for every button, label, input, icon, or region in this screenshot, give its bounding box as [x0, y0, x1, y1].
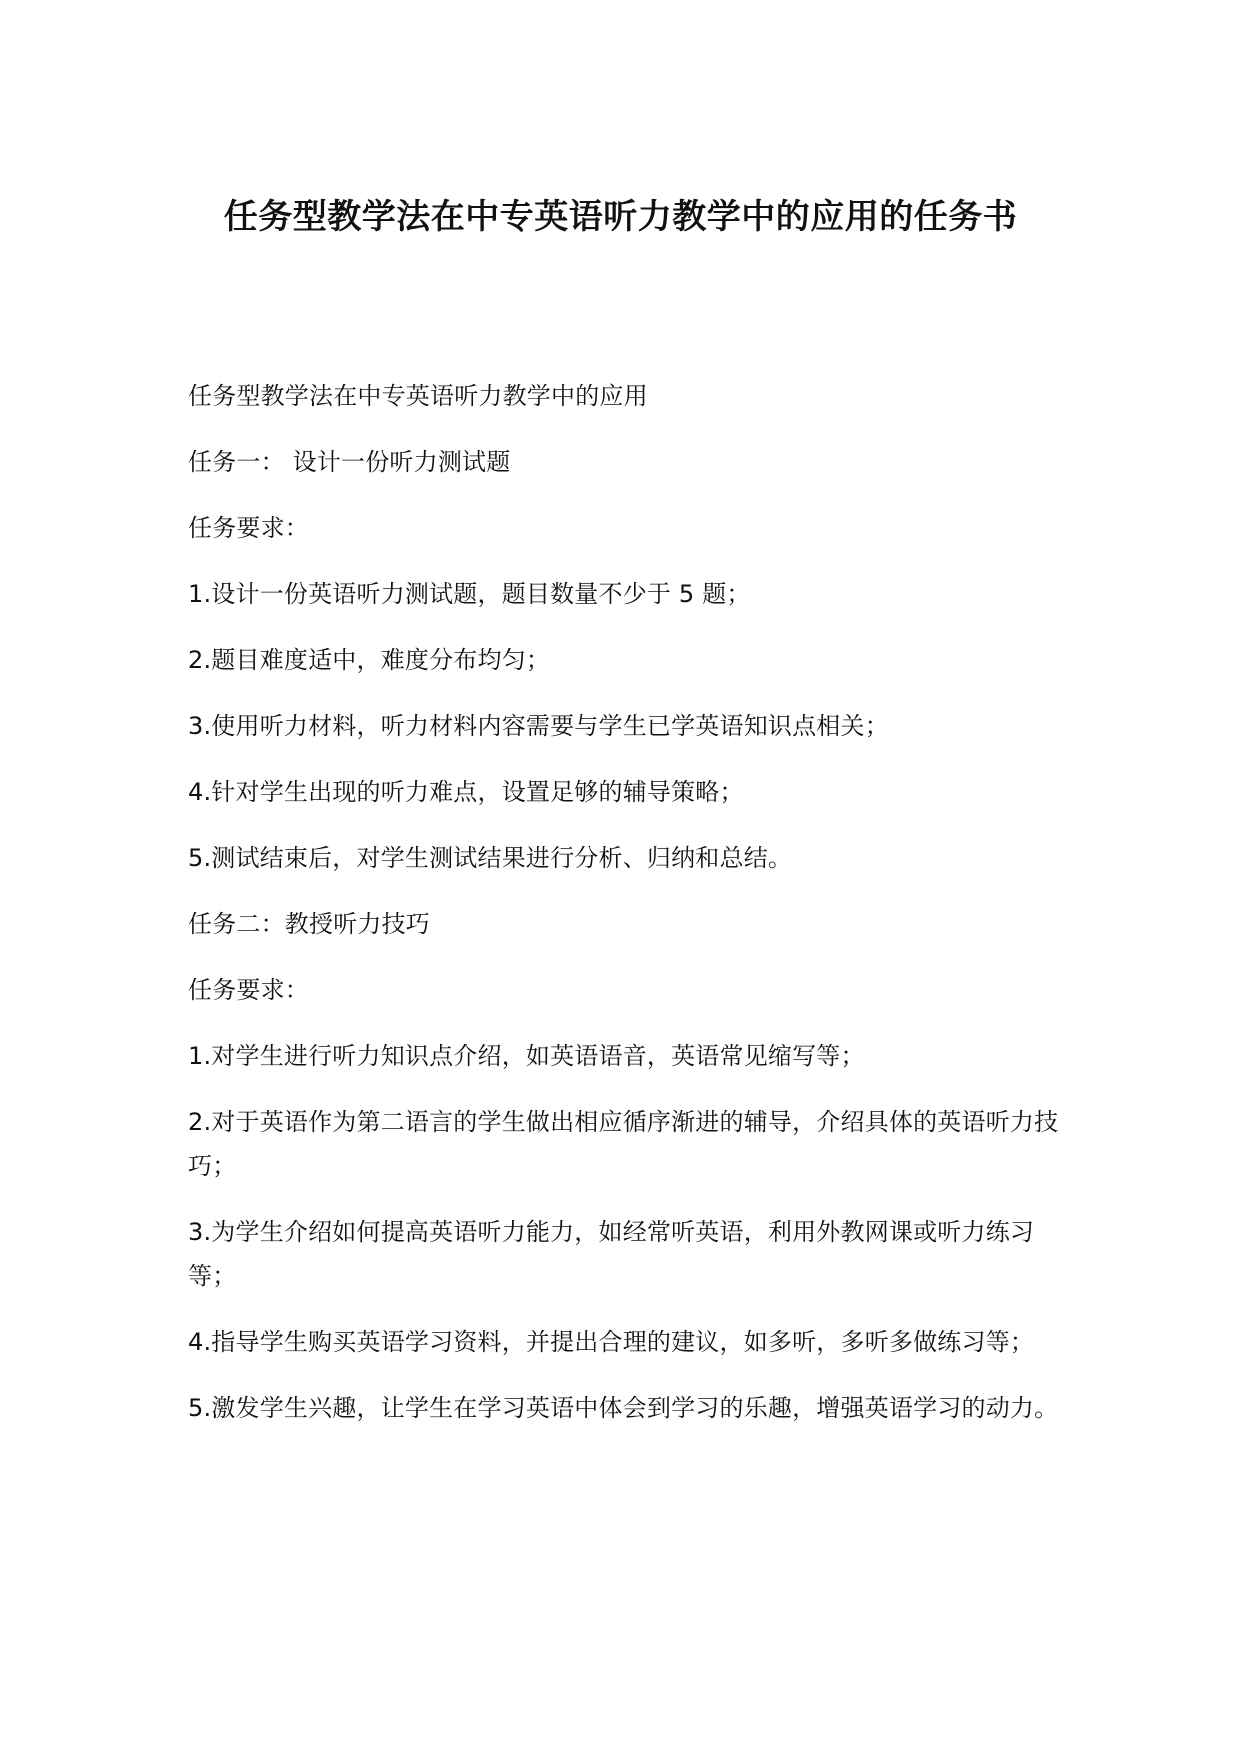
paragraph-task-one-requirements-label: 任务要求：	[188, 514, 309, 542]
paragraph-task-two-requirements-label: 任务要求：	[188, 976, 309, 1004]
paragraph-task-two-item-5: 5.激发学生兴趣，让学生在学习英语中体会到学习的乐趣，增强英语学习的动力。	[188, 1394, 1059, 1422]
paragraph-task-one-item-1: 1.设计一份英语听力测试题，题目数量不少于 5 题；	[188, 580, 751, 608]
document-body	[188, 374, 1060, 1452]
paragraph-task-two-heading: 任务二：教授听力技巧	[188, 910, 430, 938]
paragraph-task-one-item-3: 3.使用听力材料，听力材料内容需要与学生已学英语知识点相关；	[188, 712, 889, 740]
paragraph-task-one-item-5: 5.测试结束后，对学生测试结果进行分析、归纳和总结。	[188, 844, 793, 872]
paragraph-subtitle: 任务型教学法在中专英语听力教学中的应用	[188, 382, 648, 410]
paragraph-task-two-item-2: 2.对于英语作为第二语言的学生做出相应循序渐进的辅导，介绍具体的英语听力技巧；	[188, 1108, 1059, 1180]
paragraph-task-two-item-1: 1.对学生进行听力知识点介绍，如英语语音，英语常见缩写等；	[188, 1042, 865, 1070]
document-title: 任务型教学法在中专英语听力教学中的应用的任务书	[223, 197, 1018, 237]
paragraph-task-one-heading: 任务一： 设计一份听力测试题	[188, 448, 511, 476]
paragraph-task-two-item-3: 3.为学生介绍如何提高英语听力能力，如经常听英语，利用外教网课或听力练习等；	[188, 1218, 1035, 1290]
paragraph-task-two-item-4: 4.指导学生购买英语学习资料，并提出合理的建议，如多听，多听多做练习等；	[188, 1328, 1035, 1356]
paragraph-task-one-item-4: 4.针对学生出现的听力难点，设置足够的辅导策略；	[188, 778, 744, 806]
paragraph-task-one-item-2: 2.题目难度适中，难度分布均匀；	[188, 646, 551, 674]
